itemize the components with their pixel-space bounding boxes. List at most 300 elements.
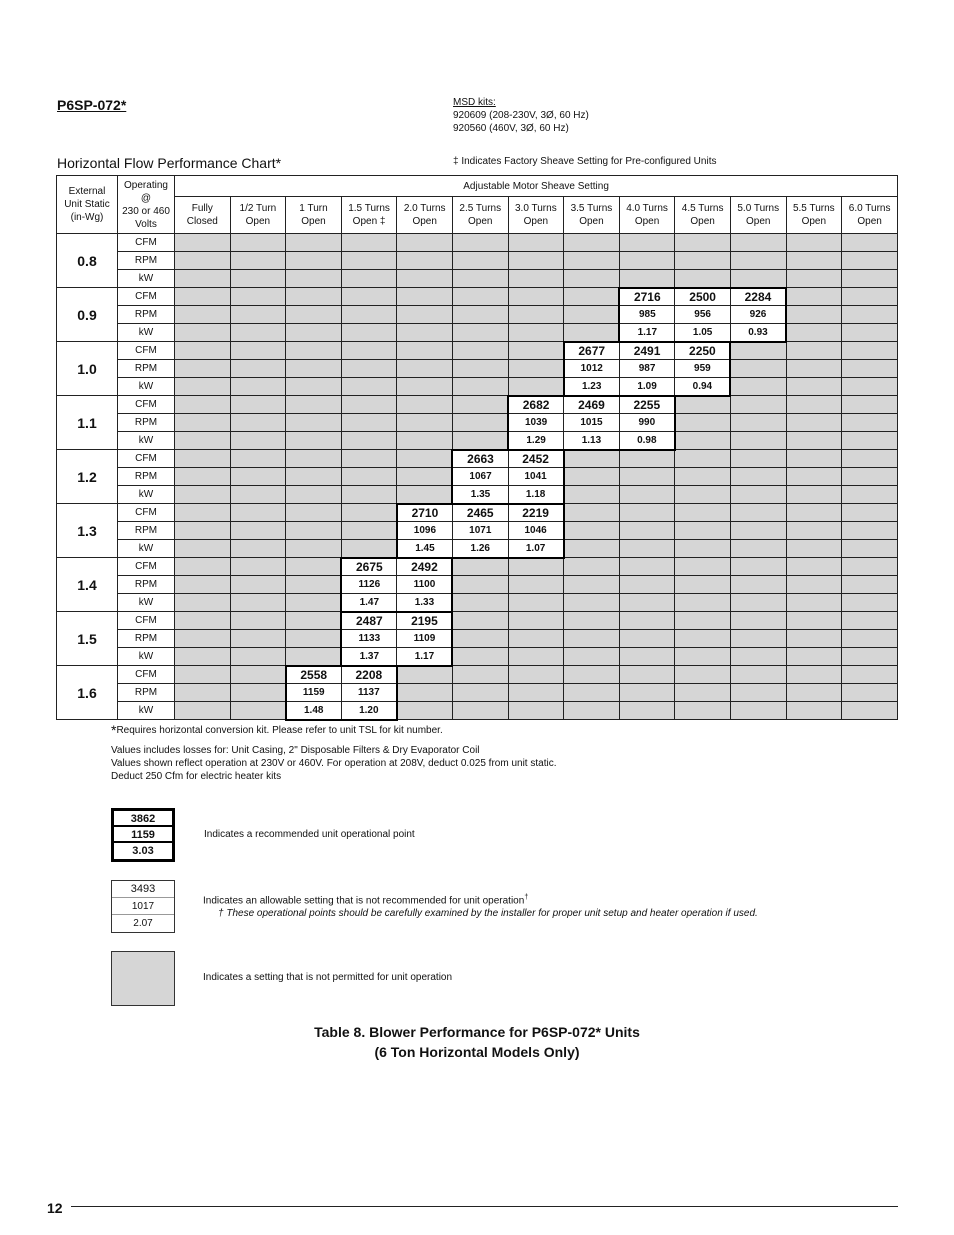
- not-permitted-cell: [786, 666, 842, 684]
- not-permitted-cell: [175, 522, 231, 540]
- not-permitted-cell: [175, 504, 231, 522]
- not-permitted-cell: [786, 486, 842, 504]
- not-permitted-cell: [730, 522, 786, 540]
- header-line: Open: [746, 216, 771, 227]
- blower-performance-table: [56, 175, 898, 721]
- table-row: [57, 252, 898, 270]
- not-permitted-cell: [564, 702, 620, 720]
- not-permitted-cell: [842, 342, 898, 360]
- not-permitted-cell: [564, 288, 620, 306]
- not-permitted-cell: [452, 432, 508, 450]
- not-permitted-cell: [286, 252, 342, 270]
- not-permitted-cell: [564, 252, 620, 270]
- not-permitted-cell: [341, 360, 397, 378]
- sheave-column-header: [397, 197, 453, 234]
- not-permitted-cell: [619, 684, 675, 702]
- metric-label: kW: [118, 648, 175, 666]
- not-permitted-cell: [175, 432, 231, 450]
- not-permitted-cell: [230, 234, 286, 252]
- not-permitted-cell: [786, 234, 842, 252]
- not-permitted-cell: [286, 414, 342, 432]
- not-permitted-cell: [230, 468, 286, 486]
- not-permitted-cell: [175, 486, 231, 504]
- not-permitted-cell: [508, 666, 564, 684]
- not-permitted-cell: [730, 558, 786, 576]
- not-permitted-cell: [230, 540, 286, 558]
- not-permitted-cell: [786, 630, 842, 648]
- static-pressure-cell: 1.1: [57, 396, 118, 450]
- not-permitted-cell: [786, 342, 842, 360]
- not-permitted-cell: [619, 234, 675, 252]
- not-permitted-cell: [675, 576, 731, 594]
- metric-label: RPM: [118, 306, 175, 324]
- header-line: 5.0 Turns: [737, 203, 780, 214]
- not-permitted-cell: [175, 378, 231, 396]
- not-permitted-cell: [730, 414, 786, 432]
- not-permitted-cell: [675, 558, 731, 576]
- recommended-value-cell: 1.23: [564, 378, 620, 396]
- table-caption: [0, 1022, 954, 1062]
- not-permitted-cell: [842, 306, 898, 324]
- not-permitted-cell: [230, 576, 286, 594]
- not-permitted-cell: [397, 468, 453, 486]
- not-permitted-cell: [730, 234, 786, 252]
- recommended-value-cell: 1046: [508, 522, 564, 540]
- not-permitted-cell: [842, 396, 898, 414]
- table-row: [57, 288, 898, 306]
- not-permitted-cell: [786, 324, 842, 342]
- not-permitted-cell: [452, 630, 508, 648]
- not-permitted-cell: [786, 432, 842, 450]
- legend-allowable-note: † These operational points should be carefully examined by the installer for proper unit setup and heater operation if used.: [218, 908, 758, 919]
- sheave-column-header: [452, 197, 508, 234]
- not-permitted-cell: [786, 612, 842, 630]
- header-line: Volts: [135, 218, 157, 230]
- not-permitted-cell: [842, 252, 898, 270]
- not-permitted-cell: [730, 432, 786, 450]
- not-permitted-cell: [175, 234, 231, 252]
- not-permitted-cell: [175, 396, 231, 414]
- not-permitted-cell: [564, 558, 620, 576]
- metric-label: CFM: [118, 612, 175, 630]
- factory-setting-note: ‡ Indicates Factory Sheave Setting for Pre-configured Units: [453, 156, 717, 167]
- recommended-value-cell: 1.05: [675, 324, 731, 342]
- legend-value: 3862: [114, 811, 172, 827]
- recommended-value-cell: 1126: [341, 576, 397, 594]
- header-line: Open: [579, 216, 604, 227]
- recommended-value-cell: 2663: [452, 450, 508, 468]
- not-permitted-cell: [786, 252, 842, 270]
- recommended-value-cell: 956: [675, 306, 731, 324]
- not-permitted-cell: [508, 234, 564, 252]
- sheave-column-header: [564, 197, 620, 234]
- sheave-column-header: [842, 197, 898, 234]
- not-permitted-cell: [619, 630, 675, 648]
- not-permitted-cell: [842, 270, 898, 288]
- recommended-value-cell: 959: [675, 360, 731, 378]
- recommended-value-cell: 1.29: [508, 432, 564, 450]
- not-permitted-cell: [730, 594, 786, 612]
- recommended-value-cell: 2675: [341, 558, 397, 576]
- not-permitted-cell: [730, 666, 786, 684]
- recommended-value-cell: 2208: [341, 666, 397, 684]
- sheave-column-header: [341, 197, 397, 234]
- not-permitted-cell: [675, 522, 731, 540]
- metric-label: CFM: [118, 558, 175, 576]
- not-permitted-cell: [508, 288, 564, 306]
- not-permitted-cell: [452, 324, 508, 342]
- not-permitted-cell: [786, 414, 842, 432]
- not-permitted-cell: [619, 648, 675, 666]
- not-permitted-cell: [452, 360, 508, 378]
- recommended-value-cell: 1.26: [452, 540, 508, 558]
- not-permitted-cell: [286, 360, 342, 378]
- not-permitted-cell: [675, 504, 731, 522]
- recommended-value-cell: 1.07: [508, 540, 564, 558]
- table-row: [57, 378, 898, 396]
- recommended-value-cell: 1.35: [452, 486, 508, 504]
- not-permitted-cell: [397, 288, 453, 306]
- not-permitted-cell: [842, 432, 898, 450]
- operating-volts-header: [118, 176, 175, 234]
- not-permitted-cell: [564, 594, 620, 612]
- static-pressure-cell: 1.2: [57, 450, 118, 504]
- not-permitted-cell: [619, 666, 675, 684]
- not-permitted-cell: [175, 360, 231, 378]
- recommended-value-cell: 1137: [341, 684, 397, 702]
- not-permitted-cell: [286, 396, 342, 414]
- table-row: [57, 324, 898, 342]
- not-permitted-cell: [175, 270, 231, 288]
- header-line: 5.5 Turns: [792, 203, 835, 214]
- not-permitted-cell: [341, 378, 397, 396]
- recommended-value-cell: 1133: [341, 630, 397, 648]
- recommended-value-cell: 1096: [397, 522, 453, 540]
- not-permitted-cell: [286, 558, 342, 576]
- not-permitted-cell: [619, 540, 675, 558]
- caption-line-2: (6 Ton Horizontal Models Only): [374, 1044, 580, 1060]
- not-permitted-cell: [619, 522, 675, 540]
- not-permitted-cell: [230, 684, 286, 702]
- table-row: [57, 432, 898, 450]
- not-permitted-cell: [286, 630, 342, 648]
- recommended-value-cell: 1.37: [341, 648, 397, 666]
- not-permitted-cell: [397, 342, 453, 360]
- not-permitted-cell: [286, 306, 342, 324]
- not-permitted-cell: [786, 594, 842, 612]
- legend-recommended-swatch: [111, 808, 175, 862]
- not-permitted-cell: [842, 576, 898, 594]
- not-permitted-cell: [730, 252, 786, 270]
- not-permitted-cell: [286, 324, 342, 342]
- static-pressure-cell: 0.8: [57, 234, 118, 288]
- not-permitted-cell: [508, 648, 564, 666]
- footer-rule: [71, 1206, 898, 1207]
- not-permitted-cell: [175, 324, 231, 342]
- not-permitted-cell: [341, 504, 397, 522]
- not-permitted-cell: [730, 378, 786, 396]
- not-permitted-cell: [341, 414, 397, 432]
- table-row: [57, 612, 898, 630]
- recommended-value-cell: 1.47: [341, 594, 397, 612]
- not-permitted-cell: [230, 342, 286, 360]
- not-permitted-cell: [230, 378, 286, 396]
- not-permitted-cell: [675, 594, 731, 612]
- not-permitted-cell: [452, 270, 508, 288]
- not-permitted-cell: [842, 450, 898, 468]
- not-permitted-cell: [286, 468, 342, 486]
- not-permitted-cell: [286, 432, 342, 450]
- not-permitted-cell: [842, 288, 898, 306]
- not-permitted-cell: [452, 378, 508, 396]
- not-permitted-cell: [842, 468, 898, 486]
- not-permitted-cell: [842, 504, 898, 522]
- msd-kit-line: 920609 (208-230V, 3Ø, 60 Hz): [453, 110, 589, 121]
- footnote-star: *: [111, 722, 117, 738]
- not-permitted-cell: [508, 270, 564, 288]
- not-permitted-cell: [786, 504, 842, 522]
- not-permitted-cell: [452, 558, 508, 576]
- legend-allowable-text: [203, 894, 528, 906]
- dagger-mark: †: [524, 894, 529, 901]
- not-permitted-cell: [842, 702, 898, 720]
- page-number: 12: [47, 1200, 63, 1216]
- not-permitted-cell: [397, 666, 453, 684]
- not-permitted-cell: [675, 252, 731, 270]
- not-permitted-cell: [397, 486, 453, 504]
- not-permitted-cell: [842, 324, 898, 342]
- not-permitted-cell: [175, 468, 231, 486]
- recommended-value-cell: 1041: [508, 468, 564, 486]
- not-permitted-cell: [786, 684, 842, 702]
- not-permitted-cell: [675, 234, 731, 252]
- not-permitted-cell: [786, 450, 842, 468]
- recommended-value-cell: 1.13: [564, 432, 620, 450]
- table-row: [57, 234, 898, 252]
- not-permitted-cell: [564, 540, 620, 558]
- not-permitted-cell: [675, 702, 731, 720]
- header-line: Open: [634, 216, 660, 227]
- header-line: Open: [468, 216, 493, 227]
- not-permitted-cell: [619, 558, 675, 576]
- not-permitted-cell: [786, 576, 842, 594]
- not-permitted-cell: [842, 630, 898, 648]
- not-permitted-cell: [675, 468, 731, 486]
- not-permitted-cell: [508, 378, 564, 396]
- recommended-value-cell: 1039: [508, 414, 564, 432]
- table-row: [57, 630, 898, 648]
- not-permitted-cell: [230, 414, 286, 432]
- not-permitted-cell: [452, 414, 508, 432]
- not-permitted-cell: [286, 288, 342, 306]
- recommended-value-cell: 926: [730, 306, 786, 324]
- not-permitted-cell: [230, 594, 286, 612]
- not-permitted-cell: [230, 486, 286, 504]
- header-line: 4.0 Turns: [626, 203, 668, 214]
- not-permitted-cell: [341, 288, 397, 306]
- not-permitted-cell: [508, 594, 564, 612]
- msd-kits-heading: MSD kits:: [453, 97, 496, 108]
- not-permitted-cell: [341, 306, 397, 324]
- metric-label: CFM: [118, 396, 175, 414]
- not-permitted-cell: [397, 684, 453, 702]
- header-line: 3.0 Turns: [515, 203, 557, 214]
- static-pressure-cell: 1.3: [57, 504, 118, 558]
- metric-label: RPM: [118, 630, 175, 648]
- not-permitted-cell: [397, 396, 453, 414]
- recommended-value-cell: 1071: [452, 522, 508, 540]
- not-permitted-cell: [286, 378, 342, 396]
- not-permitted-cell: [564, 324, 620, 342]
- not-permitted-cell: [508, 684, 564, 702]
- not-permitted-cell: [286, 612, 342, 630]
- metric-label: RPM: [118, 522, 175, 540]
- not-permitted-cell: [286, 270, 342, 288]
- not-permitted-cell: [842, 648, 898, 666]
- not-permitted-cell: [786, 558, 842, 576]
- table-row: [57, 396, 898, 414]
- not-permitted-cell: [452, 594, 508, 612]
- metric-label: kW: [118, 432, 175, 450]
- not-permitted-cell: [564, 684, 620, 702]
- not-permitted-cell: [397, 324, 453, 342]
- sheave-column-header: [786, 197, 842, 234]
- not-permitted-cell: [452, 306, 508, 324]
- not-permitted-cell: [452, 252, 508, 270]
- not-permitted-cell: [230, 612, 286, 630]
- not-permitted-cell: [341, 468, 397, 486]
- legend-value: 2.07: [133, 918, 153, 929]
- footnote-text: Requires horizontal conversion kit. Please refer to unit TSL for kit number.: [116, 725, 443, 736]
- not-permitted-cell: [230, 360, 286, 378]
- not-permitted-cell: [452, 234, 508, 252]
- recommended-value-cell: 987: [619, 360, 675, 378]
- not-permitted-cell: [397, 270, 453, 288]
- metric-label: RPM: [118, 252, 175, 270]
- not-permitted-cell: [230, 288, 286, 306]
- not-permitted-cell: [619, 270, 675, 288]
- metric-label: kW: [118, 540, 175, 558]
- not-permitted-cell: [397, 432, 453, 450]
- not-permitted-cell: [842, 486, 898, 504]
- not-permitted-cell: [619, 612, 675, 630]
- not-permitted-cell: [619, 486, 675, 504]
- not-permitted-cell: [341, 270, 397, 288]
- recommended-value-cell: 1159: [286, 684, 342, 702]
- not-permitted-cell: [341, 324, 397, 342]
- not-permitted-cell: [341, 540, 397, 558]
- not-permitted-cell: [508, 252, 564, 270]
- not-permitted-cell: [508, 342, 564, 360]
- legend-value: 1159: [114, 827, 172, 843]
- not-permitted-cell: [230, 504, 286, 522]
- not-permitted-cell: [619, 450, 675, 468]
- recommended-value-cell: 1.09: [619, 378, 675, 396]
- not-permitted-cell: [230, 252, 286, 270]
- table-row: [57, 666, 898, 684]
- not-permitted-cell: [564, 486, 620, 504]
- header-line: 1 Turn: [299, 203, 328, 214]
- not-permitted-cell: [842, 378, 898, 396]
- not-permitted-cell: [786, 288, 842, 306]
- not-permitted-cell: [508, 558, 564, 576]
- not-permitted-cell: [675, 270, 731, 288]
- static-pressure-cell: 1.0: [57, 342, 118, 396]
- header-line: Fully: [191, 203, 213, 214]
- header-line: External: [68, 186, 106, 197]
- not-permitted-cell: [175, 252, 231, 270]
- legend-value: 3.03: [132, 845, 154, 857]
- not-permitted-cell: [564, 504, 620, 522]
- table-row: [57, 648, 898, 666]
- msd-kit-line: 920560 (460V, 3Ø, 60 Hz): [453, 123, 569, 134]
- recommended-value-cell: 1.17: [619, 324, 675, 342]
- not-permitted-cell: [452, 684, 508, 702]
- metric-label: kW: [118, 270, 175, 288]
- recommended-value-cell: 2469: [564, 396, 620, 414]
- not-permitted-cell: [341, 396, 397, 414]
- table-row: [57, 702, 898, 720]
- legend-not-permitted-swatch: [111, 951, 175, 1006]
- not-permitted-cell: [397, 450, 453, 468]
- not-permitted-cell: [842, 558, 898, 576]
- header-line: Closed: [186, 216, 218, 227]
- not-permitted-cell: [675, 414, 731, 432]
- not-permitted-cell: [175, 684, 231, 702]
- not-permitted-cell: [675, 432, 731, 450]
- not-permitted-cell: [675, 540, 731, 558]
- metric-label: CFM: [118, 666, 175, 684]
- table-row: [57, 306, 898, 324]
- sheave-column-header: [675, 197, 731, 234]
- not-permitted-cell: [286, 594, 342, 612]
- metric-label: RPM: [118, 684, 175, 702]
- static-pressure-cell: 1.6: [57, 666, 118, 720]
- not-permitted-cell: [786, 468, 842, 486]
- not-permitted-cell: [341, 432, 397, 450]
- not-permitted-cell: [675, 684, 731, 702]
- recommended-value-cell: 0.94: [675, 378, 731, 396]
- static-pressure-cell: 0.9: [57, 288, 118, 342]
- header-line: Open: [801, 216, 827, 227]
- not-permitted-cell: [730, 342, 786, 360]
- not-permitted-cell: [786, 360, 842, 378]
- not-permitted-cell: [619, 504, 675, 522]
- header-line: 230 or 460: [122, 205, 170, 217]
- not-permitted-cell: [786, 378, 842, 396]
- not-permitted-cell: [842, 540, 898, 558]
- not-permitted-cell: [730, 630, 786, 648]
- not-permitted-cell: [397, 306, 453, 324]
- metric-label: kW: [118, 702, 175, 720]
- not-permitted-cell: [230, 306, 286, 324]
- not-permitted-cell: [730, 576, 786, 594]
- table-row: [57, 558, 898, 576]
- not-permitted-cell: [341, 522, 397, 540]
- not-permitted-cell: [842, 612, 898, 630]
- not-permitted-cell: [675, 450, 731, 468]
- table-row: [57, 270, 898, 288]
- not-permitted-cell: [564, 522, 620, 540]
- sheave-column-header: [175, 197, 231, 234]
- sheave-column-header: [230, 197, 286, 234]
- not-permitted-cell: [786, 270, 842, 288]
- metric-label: RPM: [118, 360, 175, 378]
- not-permitted-cell: [452, 648, 508, 666]
- metric-label: CFM: [118, 450, 175, 468]
- not-permitted-cell: [230, 648, 286, 666]
- header-line: 2.5 Turns: [459, 203, 502, 214]
